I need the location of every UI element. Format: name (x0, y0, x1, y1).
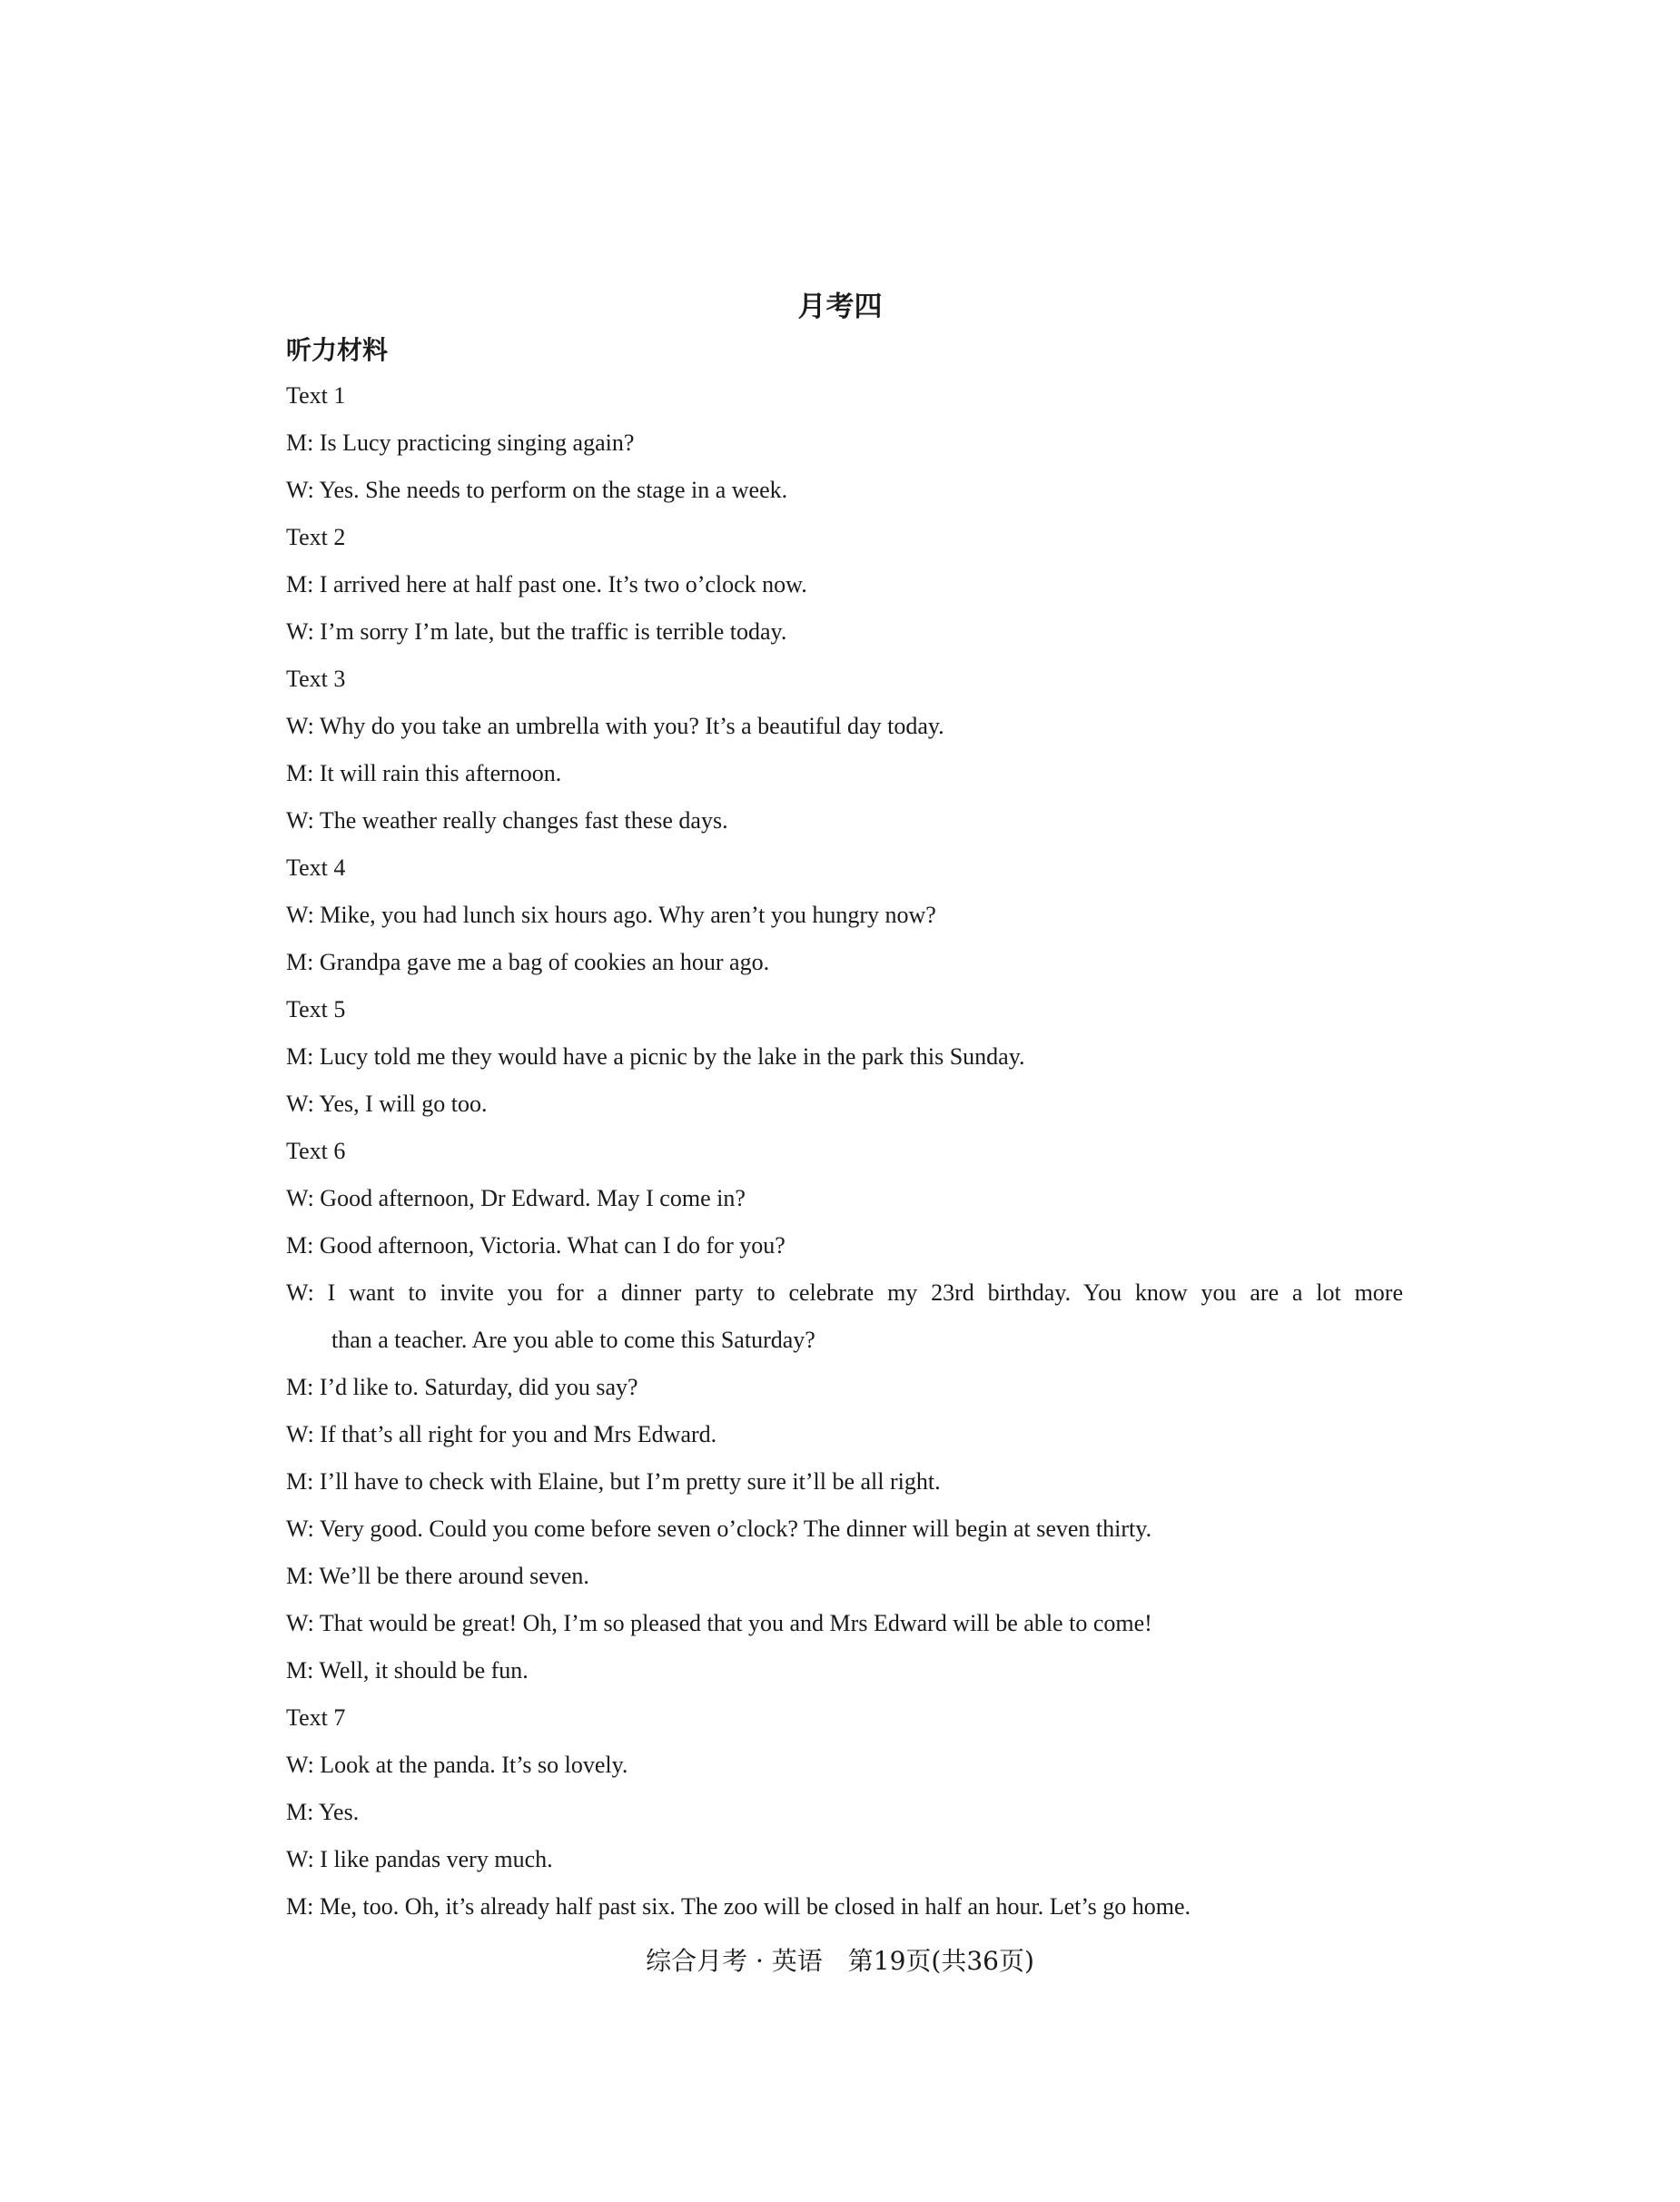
dialogue-line: M: Lucy told me they would have a picnic by the lake in the park this Sunday. (286, 1043, 1025, 1070)
dialogue-line: W: That would be great! Oh, I’m so pleased that you and Mrs Edward will be able to come! (286, 1610, 1152, 1636)
text-heading: Text 3 (286, 666, 346, 692)
dialogue-line: W: Good afternoon, Dr Edward. May I come in? (286, 1185, 746, 1211)
dialogue-line: W: If that’s all right for you and Mrs Edward. (286, 1421, 717, 1447)
dialogue-line: W: The weather really changes fast these days. (286, 807, 728, 834)
text-heading: Text 1 (286, 382, 346, 409)
dialogue-line: W: Very good. Could you come before seven o’clock? The dinner will begin at seven thirty. (286, 1516, 1152, 1542)
dialogue-line: W: Why do you take an umbrella with you? It’s a beautiful day today. (286, 713, 944, 739)
dialogue-line: W: Look at the panda. It’s so lovely. (286, 1752, 628, 1778)
dialogue-line: M: We’ll be there around seven. (286, 1563, 589, 1589)
text-heading: Text 4 (286, 854, 346, 881)
dialogue-line: than a teacher. Are you able to come this Saturday? (331, 1327, 815, 1353)
dialogue-line: M: Yes. (286, 1799, 360, 1825)
dialogue-line: M: Grandpa gave me a bag of cookies an hour ago. (286, 949, 770, 975)
text-heading: Text 6 (286, 1138, 346, 1164)
dialogue-line: M: Well, it should be fun. (286, 1657, 529, 1684)
section-heading: 听力材料 (286, 335, 389, 365)
text-heading: Text 7 (286, 1704, 346, 1731)
page-footer: 综合月考 · 英语 第19页(共36页) (646, 1946, 1034, 1976)
text-heading: Text 5 (286, 996, 346, 1022)
transcript-body (286, 372, 1403, 1930)
dialogue-line: M: I’ll have to check with Elaine, but I’m pretty sure it’ll be all right. (286, 1468, 941, 1495)
dialogue-line: W: Yes. She needs to perform on the stage in a week. (286, 477, 788, 503)
dialogue-line: W: Yes, I will go too. (286, 1091, 488, 1117)
dialogue-line: W: I like pandas very much. (286, 1846, 553, 1872)
page-title: 月考四 (797, 291, 883, 323)
text-heading: Text 2 (286, 524, 346, 550)
dialogue-line: M: I arrived here at half past one. It’s two o’clock now. (286, 571, 807, 597)
dialogue-line: M: It will rain this afternoon. (286, 760, 562, 786)
dialogue-line: M: Is Lucy practicing singing again? (286, 430, 635, 456)
dialogue-line: W: I’m sorry I’m late, but the traffic is terrible today. (286, 618, 787, 645)
dialogue-line: W: Mike, you had lunch six hours ago. Why aren’t you hungry now? (286, 902, 936, 928)
dialogue-line: M: I’d like to. Saturday, did you say? (286, 1374, 638, 1400)
dialogue-line: M: Me, too. Oh, it’s already half past six. The zoo will be closed in half an hour. Let’s go home. (286, 1893, 1191, 1920)
dialogue-line: W: I want to invite you for a dinner party to celebrate my 23rd birthday. You know you are a lot more (286, 1279, 1403, 1306)
dialogue-line: M: Good afternoon, Victoria. What can I do for you? (286, 1232, 786, 1259)
